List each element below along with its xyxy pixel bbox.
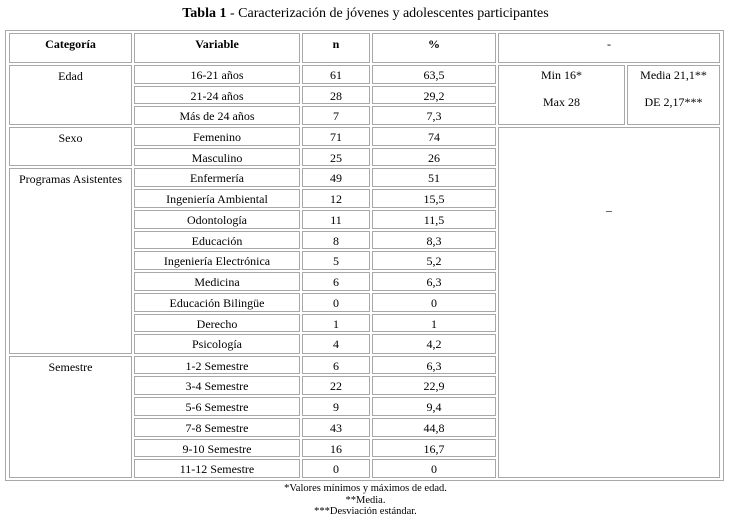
table-cell-pct: 22,9	[372, 376, 496, 395]
table-cell-pct: 26	[372, 148, 496, 166]
table-cell-n: 22	[302, 376, 370, 395]
right-blank-cell	[498, 127, 720, 478]
table-title-text: - Caracterización de jóvenes y adolescentes participantes	[226, 6, 549, 21]
table-cell-pct: 6,3	[372, 356, 496, 374]
table-cell-variable: Derecho	[134, 314, 300, 332]
edad-de: DE 2,17***	[644, 95, 703, 109]
table-cell-variable: Femenino	[134, 127, 300, 146]
table-cell-n: 1	[302, 314, 370, 332]
table-cell-n: 61	[302, 65, 370, 84]
table-cell-variable: 5-6 Semestre	[134, 397, 300, 416]
table-cell-n: 6	[302, 356, 370, 374]
header-categoria: Categoría	[9, 33, 132, 63]
table-cell-pct: 74	[372, 127, 496, 146]
table-cell-variable: Ingeniería Electrónica	[134, 251, 300, 270]
header-n: n	[302, 33, 370, 63]
table-cell-variable: Educación Bilingüe	[134, 293, 300, 312]
table-cell-variable: 3-4 Semestre	[134, 376, 300, 395]
table-title	[0, 5, 731, 23]
table-cell-variable: Ingeniería Ambiental	[134, 189, 300, 208]
table-cell-variable: 9-10 Semestre	[134, 439, 300, 457]
table-cell-n: 12	[302, 189, 370, 208]
table-cell-n: 16	[302, 439, 370, 457]
edad-media: Media 21,1**	[640, 68, 707, 82]
table-cell-pct: 0	[372, 293, 496, 312]
table-cell-n: 25	[302, 148, 370, 166]
table-cell-variable: Más de 24 años	[134, 106, 300, 125]
header-extra: -	[498, 33, 720, 63]
table-cell-variable: 1-2 Semestre	[134, 356, 300, 374]
note-de: ***Desviación estándar.	[314, 506, 417, 518]
table-cell-variable: Psicología	[134, 334, 300, 354]
table-cell-n: 71	[302, 127, 370, 146]
table-cell-n: 8	[302, 231, 370, 249]
edad-media-de-cell	[627, 65, 720, 125]
table-cell-variable: 7-8 Semestre	[134, 418, 300, 437]
table-cell-variable: 11-12 Semestre	[134, 459, 300, 478]
table-cell-n: 4	[302, 334, 370, 354]
table-cell-pct: 29,2	[372, 86, 496, 104]
group-semestre: Semestre	[9, 356, 132, 478]
table-cell-variable: Masculino	[134, 148, 300, 166]
table-cell-pct: 6,3	[372, 272, 496, 291]
table-cell-n: 5	[302, 251, 370, 270]
table-cell-n: 11	[302, 210, 370, 229]
table-cell-pct: 51	[372, 168, 496, 187]
table-cell-variable: 16-21 años	[134, 65, 300, 84]
table-cell-n: 7	[302, 106, 370, 125]
table-cell-pct: 16,7	[372, 439, 496, 457]
table-cell-variable: Odontología	[134, 210, 300, 229]
table-cell-pct: 9,4	[372, 397, 496, 416]
group-sexo: Sexo	[9, 127, 132, 166]
table-cell-n: 0	[302, 459, 370, 478]
table-cell-pct: 0	[372, 459, 496, 478]
table-title-label: Tabla 1	[182, 6, 227, 21]
table-cell-n: 43	[302, 418, 370, 437]
table-cell-pct: 7,3	[372, 106, 496, 125]
header-variable: Variable	[134, 33, 300, 63]
table-cell-pct: 5,2	[372, 251, 496, 270]
dash-marker: –	[606, 203, 612, 217]
note-minmax: *Valores mínimos y máximos de edad.	[284, 483, 447, 494]
edad-min: Min 16*	[540, 68, 582, 82]
table-cell-pct: 1	[372, 314, 496, 332]
table-cell-pct: 15,5	[372, 189, 496, 208]
note-media: **Media.	[345, 494, 386, 506]
table-cell-variable: Enfermería	[134, 168, 300, 187]
table-cell-variable: Medicina	[134, 272, 300, 291]
header-percent: %	[372, 33, 496, 63]
edad-max: Max 28	[543, 95, 580, 109]
table-cell-pct: 11,5	[372, 210, 496, 229]
table-cell-n: 9	[302, 397, 370, 416]
table-cell-n: 0	[302, 293, 370, 312]
table-cell-n: 49	[302, 168, 370, 187]
table-cell-variable: 21-24 años	[134, 86, 300, 104]
table-notes	[0, 483, 731, 518]
group-edad: Edad	[9, 65, 132, 125]
table-cell-pct: 8,3	[372, 231, 496, 249]
table-cell-pct: 44,8	[372, 418, 496, 437]
table-cell-pct: 4,2	[372, 334, 496, 354]
table-cell-n: 28	[302, 86, 370, 104]
edad-minmax-cell	[498, 65, 625, 125]
table-cell-variable: Educación	[134, 231, 300, 249]
table-cell-n: 6	[302, 272, 370, 291]
group-programas: Programas Asistentes	[9, 168, 132, 354]
table-cell-pct: 63,5	[372, 65, 496, 84]
